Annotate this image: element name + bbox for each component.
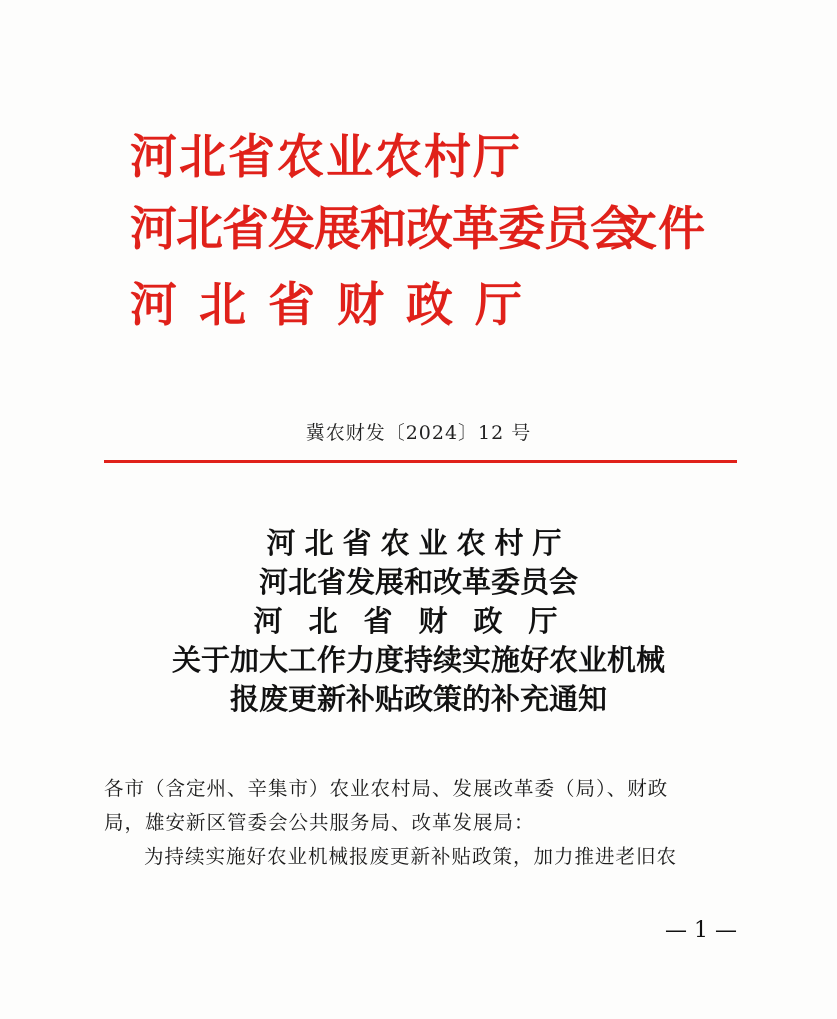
title-agency-2: 河北省发展和改革委员会 [258, 565, 578, 599]
page-number: — 1 — [665, 918, 737, 943]
masthead-agency-1: 河北省农业农村厅 [130, 130, 522, 185]
addressee-line-1: 各市（含定州、辛集市）农业农村局、发展改革委（局）、财政 [104, 777, 669, 800]
document-number: 冀农财发〔2024〕12 号 [305, 422, 532, 444]
title-subject-2: 报废更新补贴政策的补充通知 [229, 682, 607, 716]
red-separator-line [104, 460, 737, 463]
addressee-line-2: 局，雄安新区管委会公共服务局、改革发展局： [104, 811, 535, 834]
paragraph-1-line-1: 为持续实施好农业机械报废更新补贴政策，加力推进老旧农 [144, 845, 678, 868]
document-body [104, 772, 744, 874]
masthead-agency-2: 河北省发展和改革委员会 [130, 202, 636, 257]
masthead-agency-3: 河北省财政厅 [130, 278, 544, 333]
document-title [0, 524, 837, 719]
title-subject-1: 关于加大工作力度持续实施好农业机械 [171, 643, 665, 677]
title-agency-1: 河北省农业农村厅 [266, 526, 571, 560]
title-agency-3: 河北省财政厅 [253, 604, 584, 638]
masthead-document-label: 文件 [610, 202, 706, 257]
